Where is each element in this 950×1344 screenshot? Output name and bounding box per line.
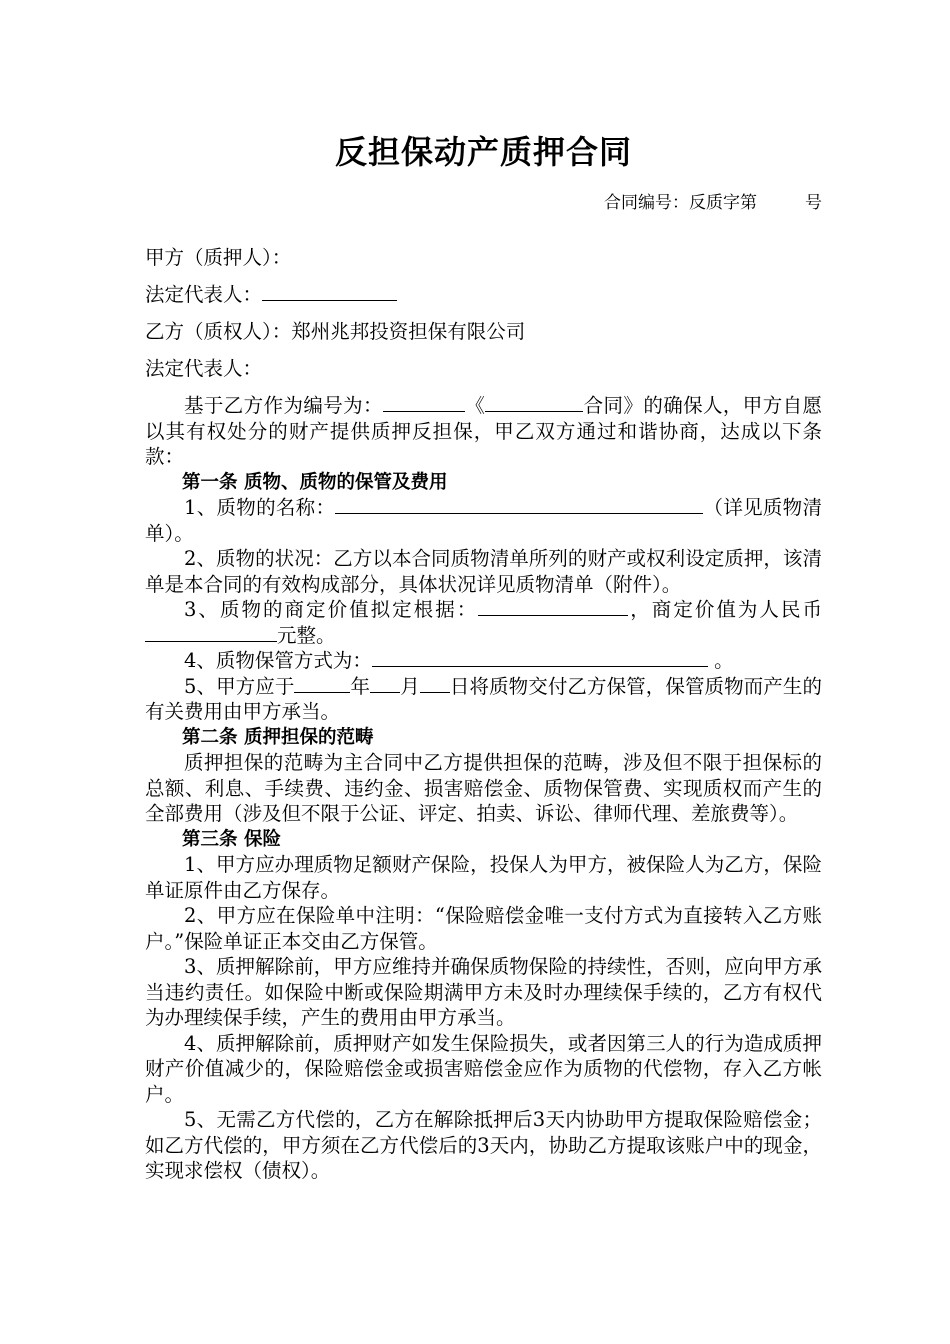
article-1-item-3: 3、质物的商定价值拟定根据： ，商定价值为人民币元整。 bbox=[145, 597, 822, 648]
contract-number bbox=[145, 191, 822, 215]
blank-line bbox=[478, 597, 628, 616]
article-3-item-3: 3、质押解除前，甲方应维持并确保质物保险的持续性，否则，应向甲方承当违约责任。如保险中断或保险期满甲方未及时办理续保手续的，乙方有权代为办理续保手续，产生的费用由甲方承当。 bbox=[145, 955, 822, 1029]
article-1-item-4: 4、质物保管方式为： 。 bbox=[184, 649, 734, 672]
article-3-item-5: 5、无需乙方代偿的，乙方在解除抵押后3天内协助甲方提取保险赔偿金；如乙方代偿的，甲方须在乙方代偿后的3天内，协助乙方提取该账户中的现金，实现求偿权（债权）。 bbox=[145, 1108, 822, 1182]
party-a-representative: 法定代表人： bbox=[145, 276, 822, 313]
intro-paragraph: 基于乙方作为编号为： 《 合同》的确保人，甲方自愿以其有权处分的财产提供质押反担保，甲乙双方通过和谐协商，达成以下条款： bbox=[145, 394, 822, 468]
blank-line bbox=[485, 393, 583, 412]
blank-line bbox=[294, 674, 350, 693]
party-b: 乙方（质权人）：郑州兆邦投资担保有限公司 bbox=[145, 320, 526, 343]
article-1-item-2: 2、质物的状况：乙方以本合同质物清单所列的财产或权利设定质押，该清单是本合同的有效构成部分，具体状况详见质物清单（附件）。 bbox=[145, 547, 822, 596]
document-title: 反担保动产质押合同 bbox=[334, 133, 632, 171]
article-2-paragraph: 质押担保的范畴为主合同中乙方提供担保的范畴，涉及但不限于担保标的总额、利息、手续费、违约金、损害赔偿金、质物保管费、实现质权而产生的全部费用（涉及但不限于公证、评定、拍卖、诉讼、律师代理、差旅费等）。 bbox=[145, 751, 822, 825]
blank-line bbox=[383, 393, 465, 412]
party-b-representative: 法定代表人： bbox=[145, 357, 263, 380]
article-3-item-2: 2、甲方应在保险单中注明：“保险赔偿金唯一支付方式为直接转入乙方账户。”保险单证正本交由乙方保管。 bbox=[145, 904, 822, 953]
article-1-heading: 第一条 质物、质物的保管及费用 bbox=[182, 471, 448, 493]
article-1-item-5: 5、甲方应于 年 月 日将质物交付乙方保管，保管质物而产生的有关费用由甲方承当。 bbox=[145, 674, 822, 723]
blank-line bbox=[372, 648, 708, 667]
blank-line bbox=[370, 674, 400, 693]
article-3-item-4: 4、质押解除前，质押财产如发生保险损失，或者因第三人的行为造成质押财产价值减少的，保险赔偿金或损害赔偿金应作为质物的代偿物，存入乙方帐户。 bbox=[145, 1031, 822, 1106]
party-a: 甲方（质押人）： bbox=[145, 246, 292, 269]
blank-line bbox=[262, 282, 397, 301]
blank-line bbox=[335, 495, 703, 514]
article-3-item-1: 1、甲方应办理质物足额财产保险，投保人为甲方，被保险人为乙方，保险单证原件由乙方保存。 bbox=[145, 853, 822, 902]
blank-line bbox=[145, 623, 277, 642]
blank-line bbox=[420, 674, 450, 693]
article-3-heading: 第三条 保险 bbox=[182, 828, 281, 850]
contract-number-prefix: 合同编号：反质字第 bbox=[604, 193, 757, 213]
contract-number-suffix: 号 bbox=[805, 193, 822, 213]
article-2-heading: 第二条 质押担保的范畴 bbox=[182, 726, 374, 748]
article-1-item-1: 1、质物的名称： （详见质物清单）。 bbox=[145, 496, 822, 545]
